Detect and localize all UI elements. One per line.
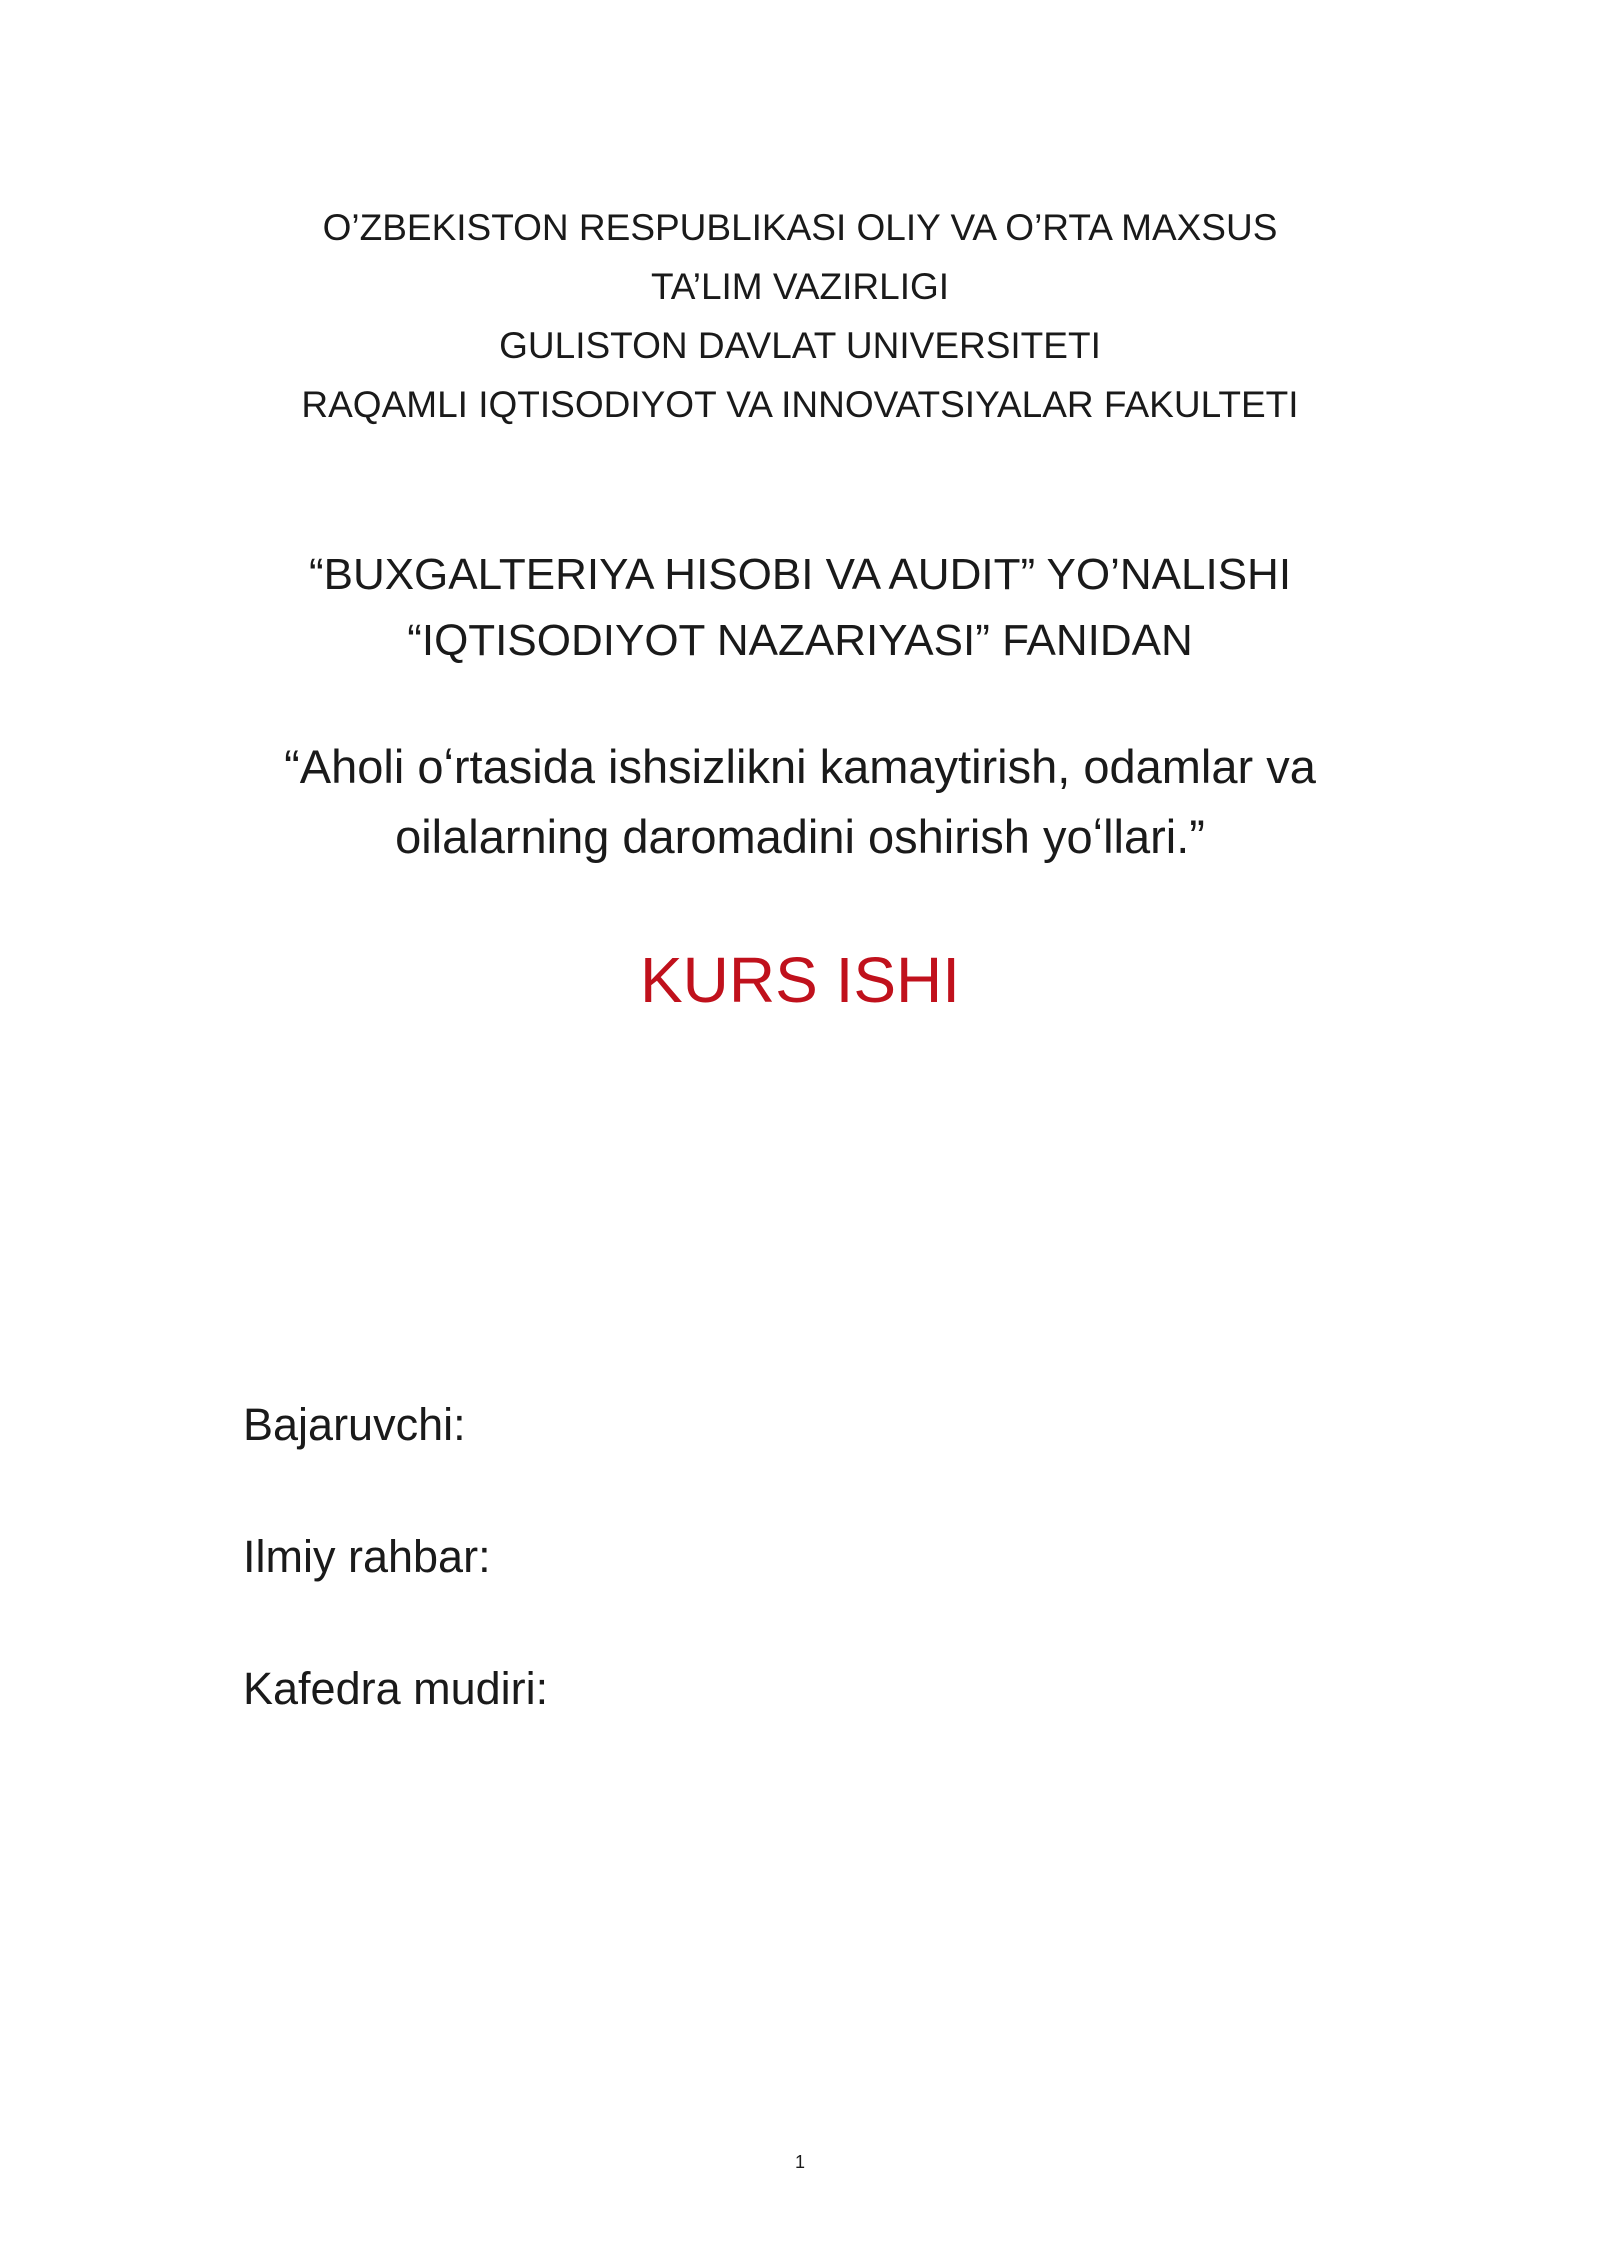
signatures-block — [243, 1395, 1243, 1791]
topic-block — [0, 732, 1600, 872]
topic-line-2: oilalarning daromadini oshirish yoʻllari.” — [395, 810, 1205, 863]
document-type-title: KURS ISHI — [639, 944, 961, 1016]
ministry-line-2: TA’LIM VAZIRLIGI — [650, 266, 950, 307]
faculty-name: RAQAMLI IQTISODIYOT VA INNOVATSIYALAR FAKULTETI — [301, 384, 1299, 425]
performer-label: Bajaruvchi: — [243, 1399, 466, 1450]
department-head-label: Kafedra mudiri: — [243, 1663, 549, 1714]
supervisor-label: Ilmiy rahbar: — [243, 1531, 491, 1582]
university-name: GULISTON DAVLAT UNIVERSITETI — [499, 325, 1101, 366]
ministry-line-1: O’ZBEKISTON RESPUBLIKASI OLIY VA O’RTA MAXSUS — [322, 207, 1278, 248]
specialty-line: “BUXGALTERIYA HISOBI VA AUDIT” YO’NALISHI — [308, 550, 1292, 599]
topic-line-1: “Aholi oʻrtasida ishsizlikni kamaytirish, odamlar va — [284, 740, 1316, 793]
institution-header — [0, 198, 1600, 434]
page-number: 1 — [794, 2152, 805, 2172]
subject-line: “IQTISODIYOT NAZARIYASI” FANIDAN — [407, 616, 1193, 665]
program-block — [0, 542, 1600, 674]
